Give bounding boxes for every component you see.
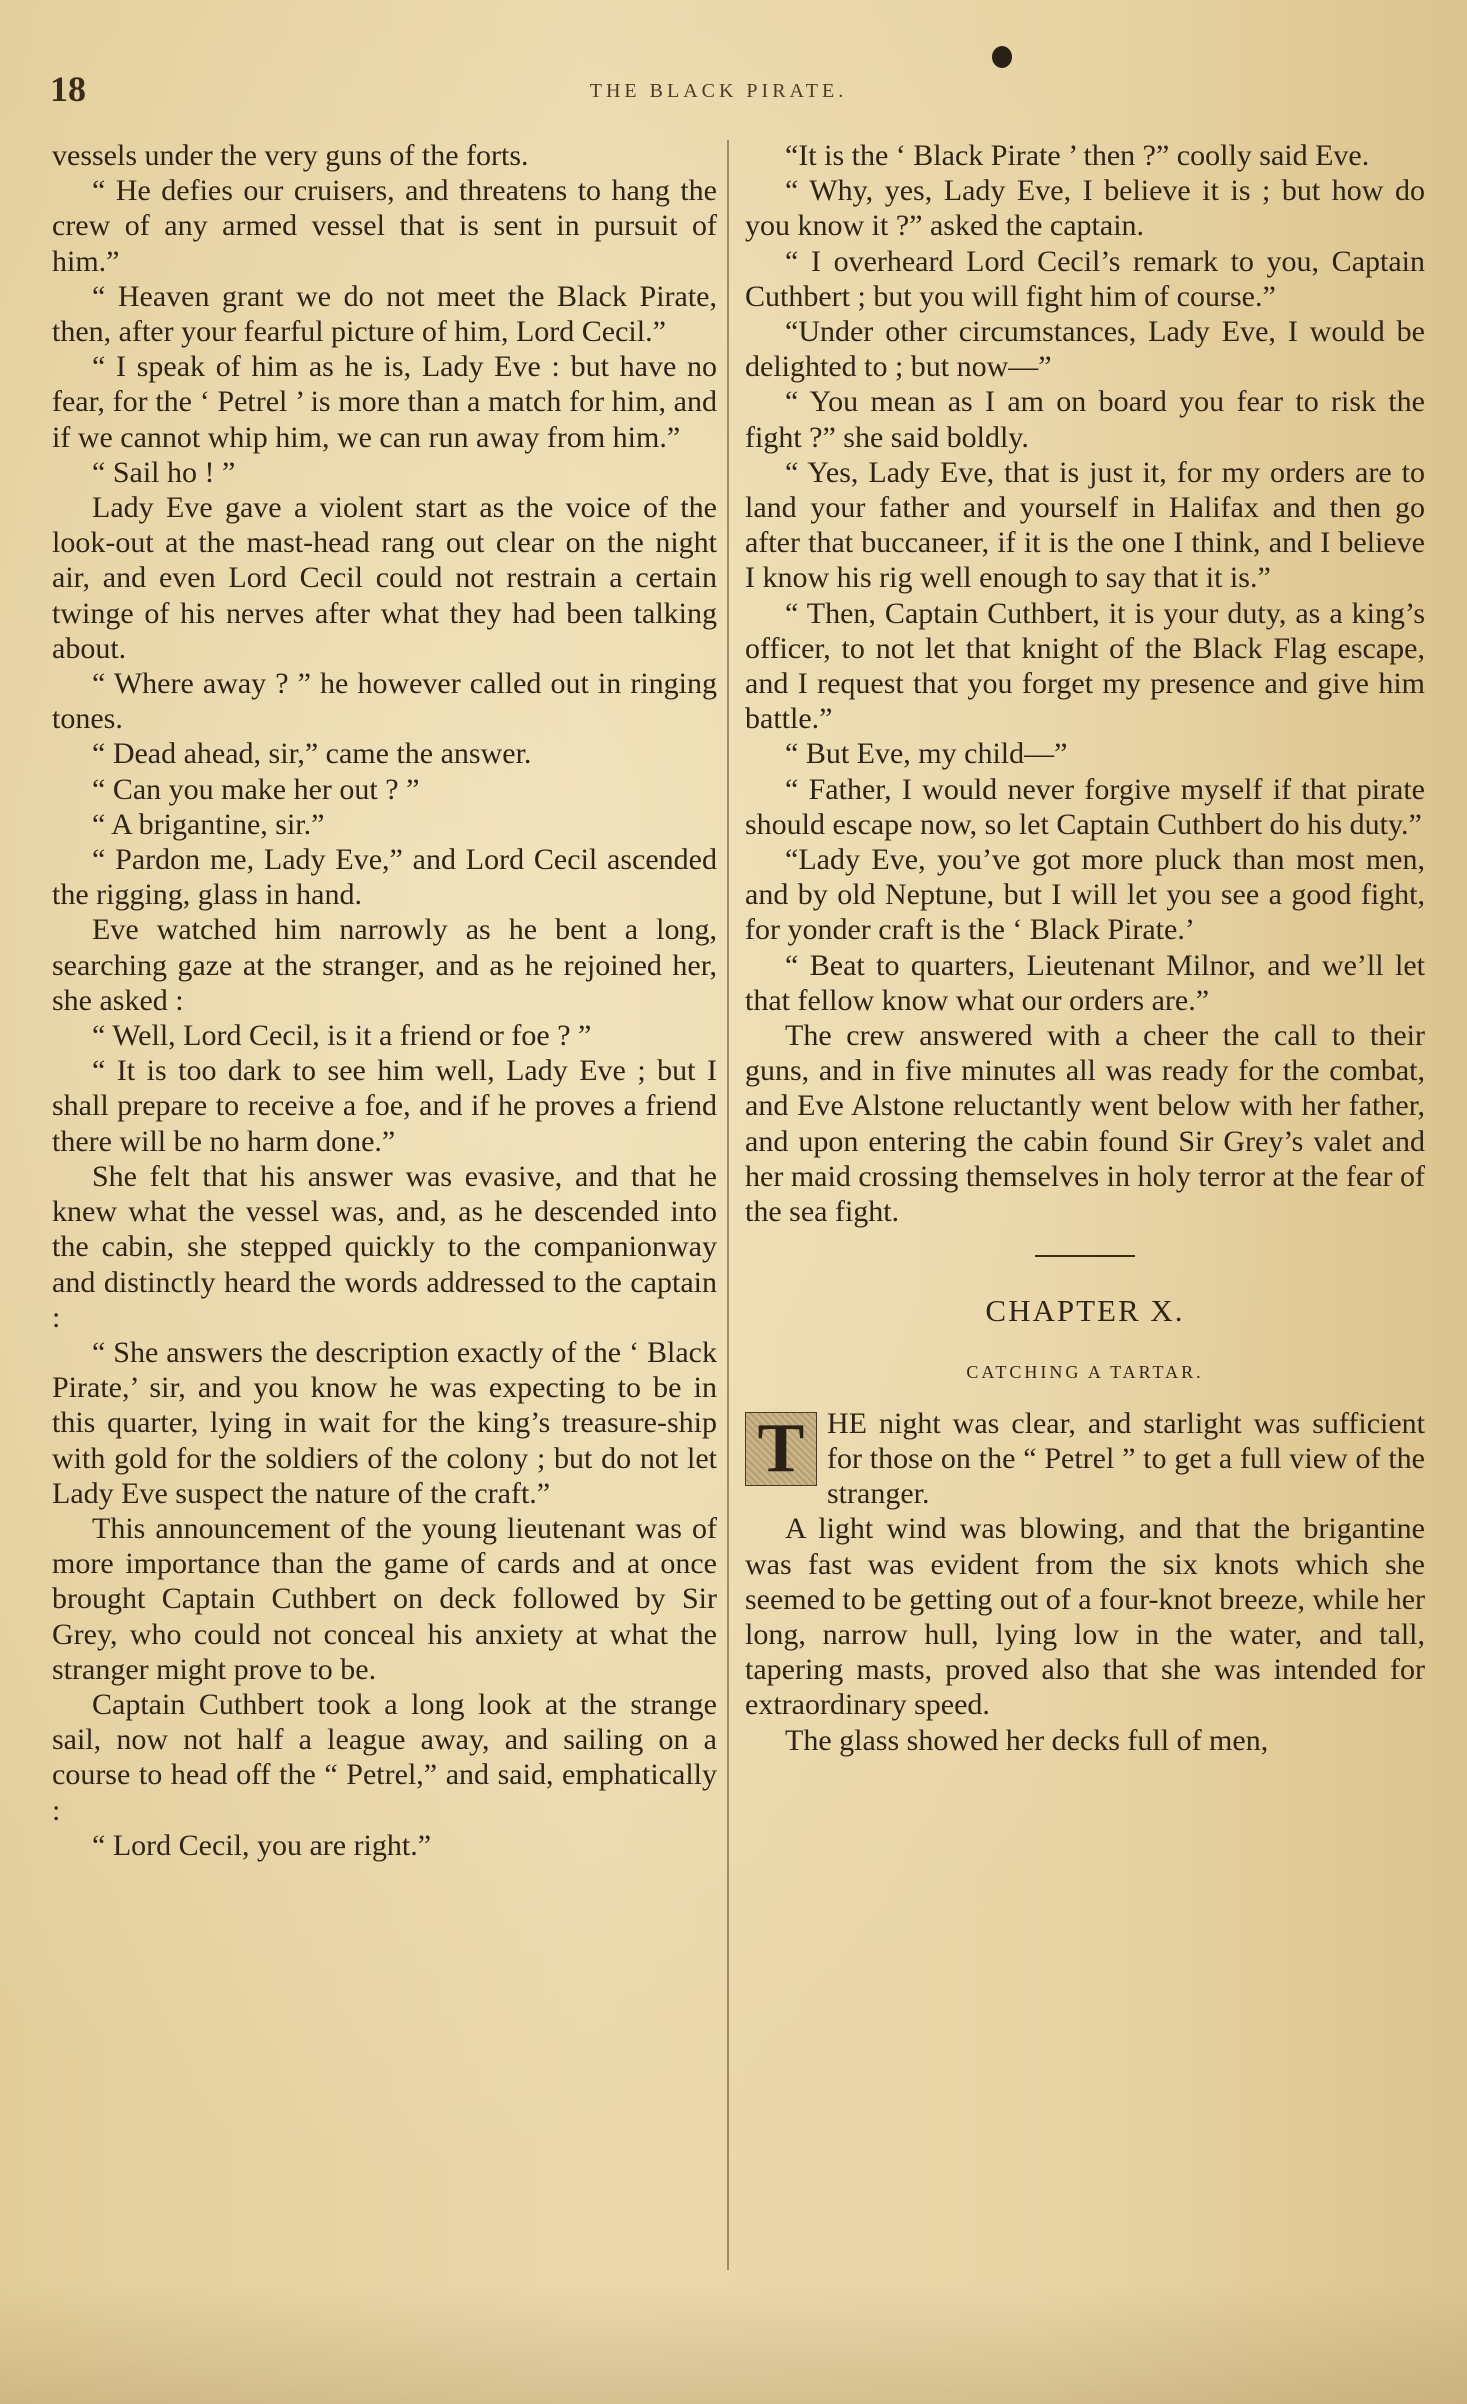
paragraph: “ He defies our cruisers, and threatens to hang the crew of any armed vessel that is sent in pursuit of him.” <box>52 174 717 278</box>
section-rule <box>1035 1255 1135 1257</box>
paragraph: “ Beat to quarters, Lieutenant Milnor, and we’ll let that fellow know what our orders are.” <box>745 948 1425 1017</box>
chapter-subtitle: CATCHING A TARTAR. <box>966 1361 1204 1382</box>
paragraph: “ Can you make her out ? ” <box>92 772 420 806</box>
left-column <box>52 138 717 1863</box>
paragraph: “ Where away ? ” he however called out in ringing tones. <box>52 667 717 736</box>
running-title: THE BLACK PIRATE. <box>589 80 848 102</box>
paragraph: “ I overheard Lord Cecil’s remark to you, Captain Cuthbert ; but you will fight him of course.” <box>745 244 1425 313</box>
page-header <box>50 68 1387 118</box>
paragraph: “Lady Eve, you’ve got more pluck than most men, and by old Neptune, but I will let you see a good fight, for yonder craft is the ‘ Black Pirate.’ <box>745 843 1425 947</box>
paragraph: Lady Eve gave a violent start as the voice of the look-out at the mast-head rang out clear on the night air, and even Lord Cecil could not restrain a certain twinge of his nerves after what they had been talking about. <box>52 491 717 665</box>
paragraph: “Under other circumstances, Lady Eve, I would be delighted to ; but now—” <box>745 315 1425 384</box>
right-column <box>745 138 1425 1758</box>
paragraph: She felt that his answer was evasive, and that he knew what the vessel was, and, as he descended into the cabin, she stepped quickly to the companionway and distinctly heard the words addressed to the captain : <box>52 1159 717 1334</box>
paragraph: Eve watched him narrowly as he bent a long, searching gaze at the stranger, and as he rejoined her, she asked : <box>52 913 717 1017</box>
paragraph: “ Well, Lord Cecil, is it a friend or foe ? ” <box>92 1019 592 1053</box>
ink-blot <box>992 46 1012 68</box>
paragraph: A light wind was blowing, and that the brigantine was fast was evident from the six knots which she seemed to be getting out of a four-knot breeze, while her long, narrow hull, lying low in the water, and tall, tapering masts, proved also that she was intended for extraordinary speed. <box>745 1512 1425 1722</box>
drop-cap-letter: T <box>757 1409 805 1487</box>
page-number: 18 <box>50 69 86 109</box>
paragraph: “ Heaven grant we do not meet the Black Pirate, then, after your fearful picture of him, Lord Cecil.” <box>52 279 717 349</box>
drop-cap <box>745 1409 817 1487</box>
paragraph: This announcement of the young lieutenant was of more importance than the game of cards and at once brought Captain Cuthbert on deck followed by Sir Grey, who could not conceal his anxiety at what the stranger might prove to be. <box>52 1511 717 1686</box>
paragraph: Captain Cuthbert took a long look at the strange sail, now not half a league away, and sailing on a course to head off the “ Petrel,” and said, emphatically : <box>52 1687 717 1827</box>
paragraph: “ Pardon me, Lady Eve,” and Lord Cecil ascended the rigging, glass in hand. <box>52 843 717 912</box>
page-edge-shading <box>0 2284 1467 2404</box>
paragraph: “ She answers the description exactly of the ‘ Black Pirate,’ sir, and you know he was expecting to be in this quarter, lying in wait for the king’s treasure-ship with gold for the soldiers of the colony ; but do not let Lady Eve suspect the nature of the craft.” <box>52 1335 717 1510</box>
paragraph: “ Lord Cecil, you are right.” <box>92 1828 432 1862</box>
paragraph: “ Then, Captain Cuthbert, it is your duty, as a king’s officer, to not let that knight of the Black Flag escape, and I request that you forget my presence and give him battle.” <box>745 596 1425 736</box>
chapter-title: CHAPTER X. <box>985 1293 1185 1329</box>
column-divider <box>727 140 729 2270</box>
paragraph: “It is the ‘ Black Pirate ’ then ?” coolly said Eve. <box>785 139 1370 172</box>
paragraph: “ Father, I would never forgive myself if that pirate should escape now, so let Captain Cuthbert do his duty.” <box>745 772 1425 841</box>
paragraph: “ Dead ahead, sir,” came the answer. <box>92 737 532 771</box>
paragraph: “ Sail ho ! ” <box>92 455 236 489</box>
paragraph: The crew answered with a cheer the call to their guns, and in five minutes all was ready for the combat, and Eve Alstone reluctantly went below with her father, and upon entering the cabin found Sir Grey’s valet and her maid crossing themselves in holy terror at the fear of the sea fight. <box>745 1019 1425 1229</box>
paragraph: “ It is too dark to see him well, Lady Eve ; but I shall prepare to receive a foe, and if he proves a friend there will be no harm done.” <box>52 1054 717 1158</box>
paragraph: “ Yes, Lady Eve, that is just it, for my orders are to land your father and yourself in Halifax and then go after that buccaneer, if it is the one I think, and I believe I know his rig well enough to say that it is.” <box>745 455 1425 595</box>
paragraph: “ I speak of him as he is, Lady Eve : but have no fear, for the ‘ Petrel ’ is more than a match for him, and if we cannot whip him, we can run away from him.” <box>52 350 717 454</box>
paragraph: The glass showed her decks full of men, <box>785 1723 1269 1757</box>
paragraph: “ But Eve, my child—” <box>785 737 1068 771</box>
paragraph: “ Why, yes, Lady Eve, I believe it is ; but how do you know it ?” asked the captain. <box>745 174 1425 243</box>
paragraph: vessels under the very guns of the forts. <box>52 139 529 172</box>
paragraph: “ You mean as I am on board you fear to risk the fight ?” she said boldly. <box>745 385 1425 454</box>
paragraph-text: HE night was clear, and starlight was sufficient for those on the “ Petrel ” to get a full view of the stranger. <box>827 1406 1425 1511</box>
chapter-opening-paragraph <box>745 1406 1425 1512</box>
paragraph: “ A brigantine, sir.” <box>92 807 325 841</box>
